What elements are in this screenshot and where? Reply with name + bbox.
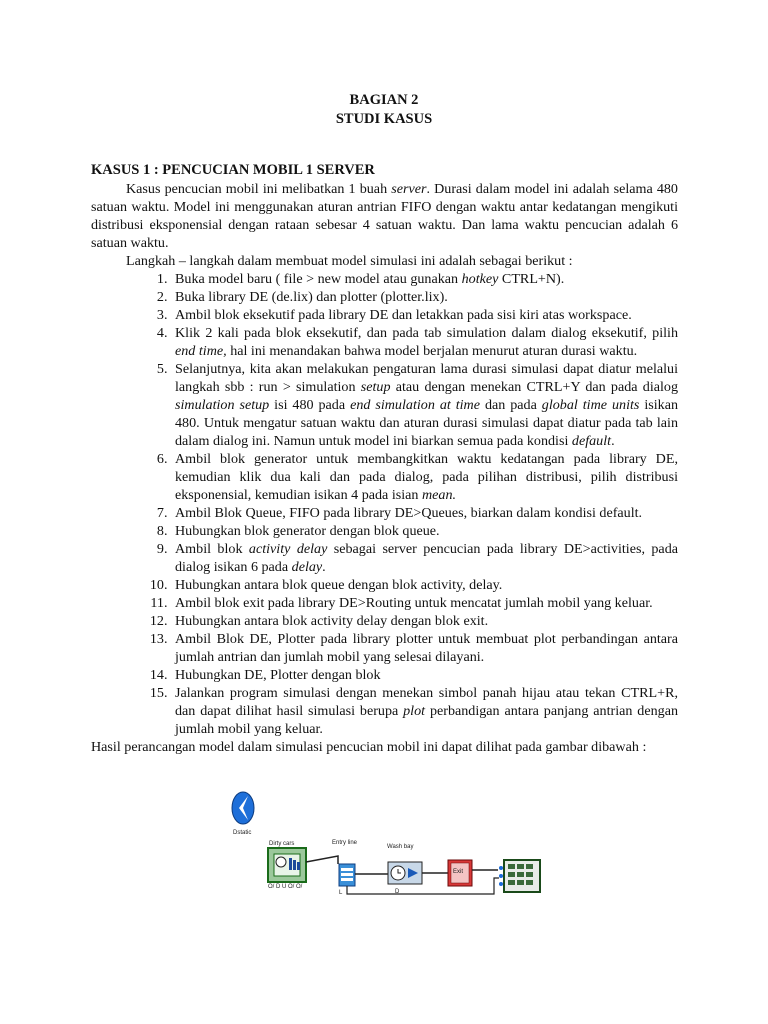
step-item-7: 7. Ambil Blok Queue, FIFO pada library DE>Queues, biarkan dalam kondisi default.: [171, 504, 678, 522]
step-item-10: 10. Hubungkan antara blok queue dengan blok activity, delay.: [171, 576, 678, 594]
step-item-11: 11. Ambil blok exit pada library DE>Routing untuk mencatat jumlah mobil yang keluar.: [171, 594, 678, 612]
step-item-14: 14. Hubungkan DE, Plotter dengan blok: [171, 666, 678, 684]
queue-sub-label: L: [339, 890, 343, 896]
activity-sub-label: D: [395, 889, 400, 895]
document-body: [91, 180, 678, 756]
step-item-8: 8. Hubungkan blok generator dengan blok queue.: [171, 522, 678, 540]
step-item-6: 6. Ambil blok generator untuk membangkitkan waktu kedatangan pada library DE, kemudian klik dua kali dan pada dialog, pada pilihan distribusi, pilih distribusi eksponensial, kemudian isikan 4 pada isian mean.: [171, 450, 678, 504]
plotter-block: [499, 860, 540, 892]
part-heading: BAGIAN 2: [349, 92, 419, 108]
intro: [91, 180, 678, 270]
step-item-15: 15. Jalankan program simulasi dengan menekan simbol panah hijau atau tekan CTRL+R, dan dapat dilihat hasil simulasi berupa plot perbandigan antara panjang antrian dengan jumlah mobil yang keluar.: [171, 684, 678, 738]
connector-queue-plotter: [347, 878, 499, 894]
queue-label: Entry line: [332, 840, 358, 846]
executive-block: [232, 792, 254, 836]
exit-label: Exit: [453, 869, 464, 875]
step-item-5: 5. Selanjutnya, kita akan melakukan pengaturan lama durasi simulasi dapat diatur melalui langkah sbb : run > simulation setup atau dengan menekan CTRL+Y dan pada dialog simulation setup isi 480 pada end simulation at time dan pada global time units isikan 480. Untuk mengatur satuan waktu dan aturan durasi simulasi dapat diatur pada tab lain dalam dialog ini. Namun untuk model ini biarkan semua pada kondisi default.: [171, 360, 678, 450]
generator-sub-label: O/ D U O/ O/: [268, 884, 303, 890]
queue-block: [332, 840, 358, 896]
step-item-13: 13. Ambil Blok DE, Plotter pada library plotter untuk membuat plot perbandingan antara jumlah antrian dan jumlah mobil yang selesai dilayani.: [171, 630, 678, 666]
generator-clock-icon: [276, 857, 286, 867]
case-study-heading: STUDI KASUS: [335, 111, 433, 127]
step-item-3: 3. Ambil blok eksekutif pada library DE dan letakkan pada sisi kiri atas workspace.: [171, 306, 678, 324]
section-title: KASUS 1 : PENCUCIAN MOBIL 1 SERVER: [91, 162, 375, 178]
intro-paragraph-2: Langkah – langkah dalam membuat model simulasi ini adalah sebagai berikut :: [126, 253, 573, 269]
intro-paragraph-1: Kasus pencucian mobil ini melibatkan 1 buah server. Durasi dalam model ini adalah selama 480 satuan waktu. Model ini menggunakan aturan antrian FIFO dengan waktu antar kedatangan mengikuti distribusi eksponensial dengan rataan sebesar 4 satuan waktu. Dan lama waktu pencucian adalah 6 satuan waktu.: [91, 181, 678, 251]
simulation-model-diagram: [222, 786, 544, 898]
exit-block: [448, 860, 472, 886]
step-item-1: 1. Buka model baru ( file > new model atau gunakan hotkey CTRL+N).: [171, 270, 678, 288]
activity-delay-block: [387, 844, 422, 895]
steps-list: [91, 270, 678, 738]
step-item-9: 9. Ambil blok activity delay sebagai server pencucian pada library DE>activities, pada dialog isikan 6 pada delay.: [171, 540, 678, 576]
connector-generator-queue: [306, 856, 338, 864]
step-item-2: 2. Buka library DE (de.lix) dan plotter (plotter.lix).: [171, 288, 678, 306]
step-item-4: 4. Klik 2 kali pada blok eksekutif, dan pada tab simulation dalam dialog eksekutif, pilih end time, hal ini menandakan bahwa model berjalan menurut aturan durasi waktu.: [171, 324, 678, 360]
generator-label: Dirty cars: [269, 841, 295, 847]
closing-paragraph: Hasil perancangan model dalam simulasi pencucian mobil ini dapat dilihat pada gambar dibawah :: [91, 739, 647, 755]
executive-label: Dstatic: [233, 830, 252, 836]
activity-label: Wash bay: [387, 844, 414, 850]
generator-block: [268, 841, 306, 890]
step-item-12: 12. Hubungkan antara blok activity delay dengan blok exit.: [171, 612, 678, 630]
